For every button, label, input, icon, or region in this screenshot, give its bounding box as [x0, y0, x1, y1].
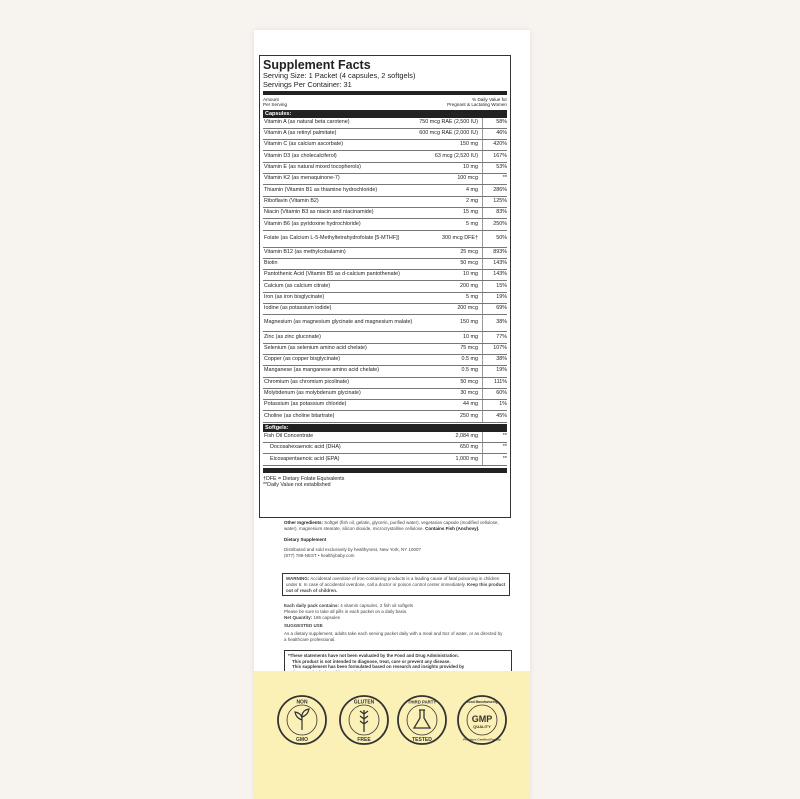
supplement-box: [254, 30, 530, 799]
non-gmo-top: NON: [296, 699, 308, 706]
gluten-free-bottom: FREE: [357, 737, 371, 743]
nutrient-name: Iron (as iron bisglycinate): [264, 294, 325, 300]
column-header: [263, 97, 507, 108]
nutrient-name: Calcium (as calcium citrate): [264, 282, 331, 289]
nutrient-daily-value: 83%: [482, 208, 507, 218]
pack-note: Please be sure to take all pills in each packet on a daily basis.: [284, 608, 408, 614]
warning-label: WARNING:: [286, 576, 310, 581]
nutrient-daily-value: 38%: [482, 355, 507, 365]
nutrient-daily-value: 45%: [482, 411, 507, 421]
nutrient-amount: 5 mg: [466, 220, 478, 227]
nutrient-amount: 5 mg: [466, 294, 478, 300]
nutrient-row: [263, 432, 507, 443]
nutrient-row: [263, 411, 507, 422]
third-party-top: THIRD PARTY: [407, 699, 437, 705]
nutrient-name: Zinc (as zinc gluconate): [264, 333, 321, 340]
pack-label: Each daily pack contains:: [284, 603, 340, 608]
nutrient-amount: 25 mcg: [460, 248, 478, 255]
servings-per-container: Servings Per Container: 31: [263, 79, 352, 89]
nutrient-daily-value: 111%: [482, 378, 507, 388]
nutrient-amount: 44 mg: [463, 401, 478, 408]
other-ingredients: [284, 520, 504, 532]
nutrient-daily-value: 1%: [482, 400, 507, 410]
nutrient-daily-value: **: [482, 432, 507, 442]
footnote-dfe: †DFE = Dietary Folate Equivalents: [263, 475, 345, 482]
nutrient-amount: 50 mcg: [460, 260, 478, 267]
disclaimer-line3: This supplement has been formulated based on research and insights provided by: [292, 664, 465, 670]
nutrient-name: Folate (as Calcium L-5-Methyltetrahydrofolate [5-MTHF]): [264, 234, 400, 241]
serving-size: Serving Size: 1 Packet (4 capsules, 2 softgels): [263, 71, 416, 80]
nutrient-amount: 15 mg: [463, 209, 478, 216]
allergen-text: Contains Fish (Anchovy).: [425, 525, 480, 531]
nutrient-daily-value: 58%: [482, 118, 507, 128]
nutrient-amount: 600 mcg RAE (2,000 IU): [419, 130, 478, 137]
nutrient-daily-value: 420%: [482, 140, 507, 150]
nutrient-name: Vitamin C (as calcium ascorbate): [264, 141, 343, 148]
suggested-use-text: As a dietary supplement, adults take each serving packet daily with a meal and 8oz of water, or as directed by a healthcare professional.: [284, 631, 503, 642]
nutrient-name: Chromium (as chromium picolinate): [264, 378, 350, 385]
nutrient-row: [263, 355, 507, 366]
nutrient-name: Molybdenum (as molybdenum glycinate): [264, 390, 361, 397]
nutrient-name: Vitamin D3 (as cholecalciferol): [264, 152, 337, 159]
nutrient-daily-value: 77%: [482, 332, 507, 342]
nutrient-amount: 50 mcg: [460, 378, 478, 385]
nutrient-daily-value: 46%: [482, 129, 507, 139]
nutrient-row: [263, 344, 507, 355]
nutrient-row: [263, 231, 507, 248]
gluten-free-icon: [338, 694, 390, 746]
nutrient-daily-value: 50%: [482, 231, 507, 247]
nutrient-daily-value: 167%: [482, 151, 507, 161]
nutrient-daily-value: 69%: [482, 304, 507, 314]
nutrient-row: [263, 293, 507, 304]
nutrient-name: Vitamin K2 (as menaquinone-7): [264, 175, 340, 182]
nutrient-row: [263, 315, 507, 332]
gmp-bottom: Practices Certified Facility: [463, 737, 501, 742]
ingredients-block: [284, 520, 504, 559]
nutrient-amount: 10 mg: [463, 164, 478, 171]
amount-header-line2: Per Serving: [263, 102, 288, 108]
dv-header-line2: Pregnant & Lactating Women: [447, 102, 507, 108]
ingredients-label: Other Ingredients:: [284, 520, 324, 525]
nutrient-amount: 150 mg: [460, 141, 478, 148]
nutrient-daily-value: 143%: [482, 270, 507, 280]
amount-header-line1: Amount: [263, 97, 279, 103]
nutrient-name: Biotin: [264, 260, 278, 267]
nutrient-row: [263, 151, 507, 162]
nutrient-name: Iodine (as potassium iodide): [264, 305, 332, 312]
contact-text: (877) 788-NEST • healthybaby.com: [284, 553, 355, 559]
dietary-supplement-label: Dietary Supplement: [284, 536, 327, 542]
nutrient-row: [263, 443, 507, 454]
non-gmo-icon: [276, 694, 328, 746]
nutrient-amount: 10 mg: [463, 271, 478, 278]
nutrient-amount: 200 mg: [460, 282, 478, 289]
footnote-dv: **Daily Value not established: [263, 481, 331, 488]
nutrient-daily-value: 19%: [482, 293, 507, 303]
nutrient-daily-value: 15%: [482, 281, 507, 291]
nutrient-daily-value: 53%: [482, 163, 507, 173]
nutrient-name: Magnesium (as magnesium glycinate and magnesium malate): [264, 319, 413, 326]
nutrient-daily-value: 107%: [482, 344, 507, 354]
nutrient-amount: 4 mg: [466, 186, 478, 193]
nutrient-row: [263, 332, 507, 343]
nutrient-amount: 2,084 mg: [455, 432, 478, 439]
ingredients-text: Softgel (fish oil, gelatin, glycerin, purified water), vegetarian capsule (modified cellulose, water), magnesium stearate, silicon dioxide, microcrystalline cellulose.: [284, 520, 499, 531]
nutrient-name: Riboflavin (Vitamin B2): [264, 197, 319, 204]
nutrient-name: Docosahexaenoic acid (DHA): [270, 444, 341, 451]
nutrient-row: [263, 129, 507, 140]
section-capsules: Capsules:: [263, 110, 507, 118]
nutrient-name: Copper (as copper bisglycinate): [264, 356, 341, 363]
capsules-list: [263, 118, 507, 423]
nutrient-amount: 250 mg: [460, 412, 478, 419]
net-quantity-value: 186 capsules: [313, 614, 341, 620]
gluten-free-top: GLUTEN: [353, 699, 375, 706]
nutrient-name: Fish Oil Concentrate: [264, 432, 314, 439]
suggested-use-label: SUGGESTED USE: [284, 623, 323, 629]
nutrient-row: [263, 378, 507, 389]
warning-text: Accidental overdose of iron-containing products is a leading cause of fatal poisoning in children under 6. In case of accidental overdose, call a doctor or poison control center immediately.: [286, 576, 500, 587]
nutrient-daily-value: **: [482, 454, 507, 464]
nutrient-amount: 63 mcg (2,520 IU): [434, 152, 478, 159]
nutrient-name: Eicosapentaenoic acid (EPA): [270, 455, 340, 462]
nutrient-name: Niacin (Vitamin B3 as niacin and niacinamide): [264, 209, 374, 216]
pack-text: 4 vitamin capsules, 2 fish oil softgels: [340, 603, 414, 608]
nutrient-row: [263, 366, 507, 377]
nutrient-row: [263, 248, 507, 259]
nutrient-daily-value: 19%: [482, 366, 507, 376]
nutrient-amount: 750 mcg RAE (2,500 IU): [419, 118, 478, 125]
nutrient-daily-value: **: [482, 174, 507, 184]
nutrient-amount: 75 mcg: [460, 344, 478, 351]
disclaimer-line2: This product is not intended to diagnose, treat, cure or prevent any disease.: [292, 658, 451, 664]
nutrient-row: [263, 140, 507, 151]
nutrient-row: [263, 304, 507, 315]
nutrient-name: Manganese (as manganese amino acid chelate): [264, 367, 380, 374]
gmp-middle: GMP: [471, 714, 493, 724]
nutrient-amount: 0.5 mg: [461, 367, 478, 374]
divider-bar: [263, 91, 507, 95]
nutrient-daily-value: 250%: [482, 219, 507, 229]
nutrient-row: [263, 208, 507, 219]
nutrient-amount: 150 mg: [460, 319, 478, 326]
divider-bar-bottom: [263, 468, 507, 473]
nutrient-row: [263, 163, 507, 174]
nutrient-name: Vitamin E (as natural mixed tocopherols): [264, 164, 361, 171]
nutrient-daily-value: 143%: [482, 259, 507, 269]
nutrient-name: Pantothenic Acid (Vitamin B5 as d-calcium pantothenate): [264, 271, 400, 278]
nutrient-amount: 10 mg: [463, 333, 478, 340]
nutrient-amount: 0.5 mg: [461, 356, 478, 363]
warning-box: [282, 573, 510, 596]
facts-title: Supplement Facts: [263, 58, 371, 72]
softgels-list: [263, 432, 507, 466]
pack-info: [284, 603, 504, 643]
non-gmo-bottom: GMO: [296, 737, 308, 743]
nutrient-name: Potassium (as potassium chloride): [264, 401, 347, 408]
nutrient-name: Vitamin B12 (as methylcobalamin): [264, 248, 346, 255]
nutrient-daily-value: 125%: [482, 197, 507, 207]
section-softgels: Softgels:: [263, 424, 507, 432]
nutrient-row: [263, 259, 507, 270]
nutrient-name: Vitamin A (as retinyl palmitate): [264, 130, 337, 137]
nutrient-row: [263, 400, 507, 411]
nutrient-name: Selenium (as selenium amino acid chelate): [264, 344, 367, 351]
disclaimer-line1: *These statements have not been evaluated by the Food and Drug Administration.: [288, 653, 459, 658]
nutrient-row: [263, 281, 507, 292]
nutrient-row: [263, 219, 507, 230]
gmp-top: Good Manufacturing: [466, 700, 498, 704]
nutrient-amount: 30 mcg: [460, 390, 478, 397]
supplement-facts-panel: [259, 55, 511, 518]
nutrient-daily-value: 60%: [482, 389, 507, 399]
dv-header-line1: % Daily Value for: [472, 97, 507, 103]
third-party-tested-icon: [396, 694, 448, 746]
badge-strip: [254, 671, 530, 799]
warning-bold-text: Keep this product out of reach of children.: [286, 581, 506, 593]
nutrient-amount: 2 mg: [466, 197, 478, 204]
nutrient-row: [263, 185, 507, 196]
nutrient-row: [263, 270, 507, 281]
nutrient-name: Vitamin B6 (as pyridoxine hydrochloride): [264, 220, 361, 227]
nutrient-row: [263, 454, 507, 465]
gmp-quality-icon: [456, 694, 508, 746]
nutrient-amount: 200 mcg: [457, 305, 478, 312]
nutrient-row: [263, 197, 507, 208]
nutrient-amount: 300 mcg DFE†: [442, 234, 478, 241]
nutrient-row: [263, 118, 507, 129]
nutrient-daily-value: 893%: [482, 248, 507, 258]
third-party-bottom: TESTED: [412, 737, 432, 743]
nutrient-amount: 650 mg: [460, 444, 478, 451]
nutrient-name: Choline (as choline bitartrate): [264, 412, 335, 419]
nutrient-row: [263, 389, 507, 400]
nutrient-daily-value: **: [482, 443, 507, 453]
nutrient-daily-value: 38%: [482, 315, 507, 331]
distributor-text: Distributed and sold exclusively by healthynest, New York, NY 10007: [284, 547, 421, 553]
net-quantity-label: Net Quantity:: [284, 614, 313, 620]
gmp-sub: QUALITY: [473, 724, 491, 729]
nutrient-amount: 100 mcg: [457, 175, 478, 182]
nutrient-name: Thiamin (Vitamin B1 as thiamine hydrochloride): [264, 186, 378, 193]
nutrient-amount: 1,000 mg: [455, 455, 478, 462]
nutrient-row: [263, 174, 507, 185]
nutrient-name: Vitamin A (as natural beta carotene): [264, 118, 350, 125]
nutrient-daily-value: 286%: [482, 185, 507, 195]
